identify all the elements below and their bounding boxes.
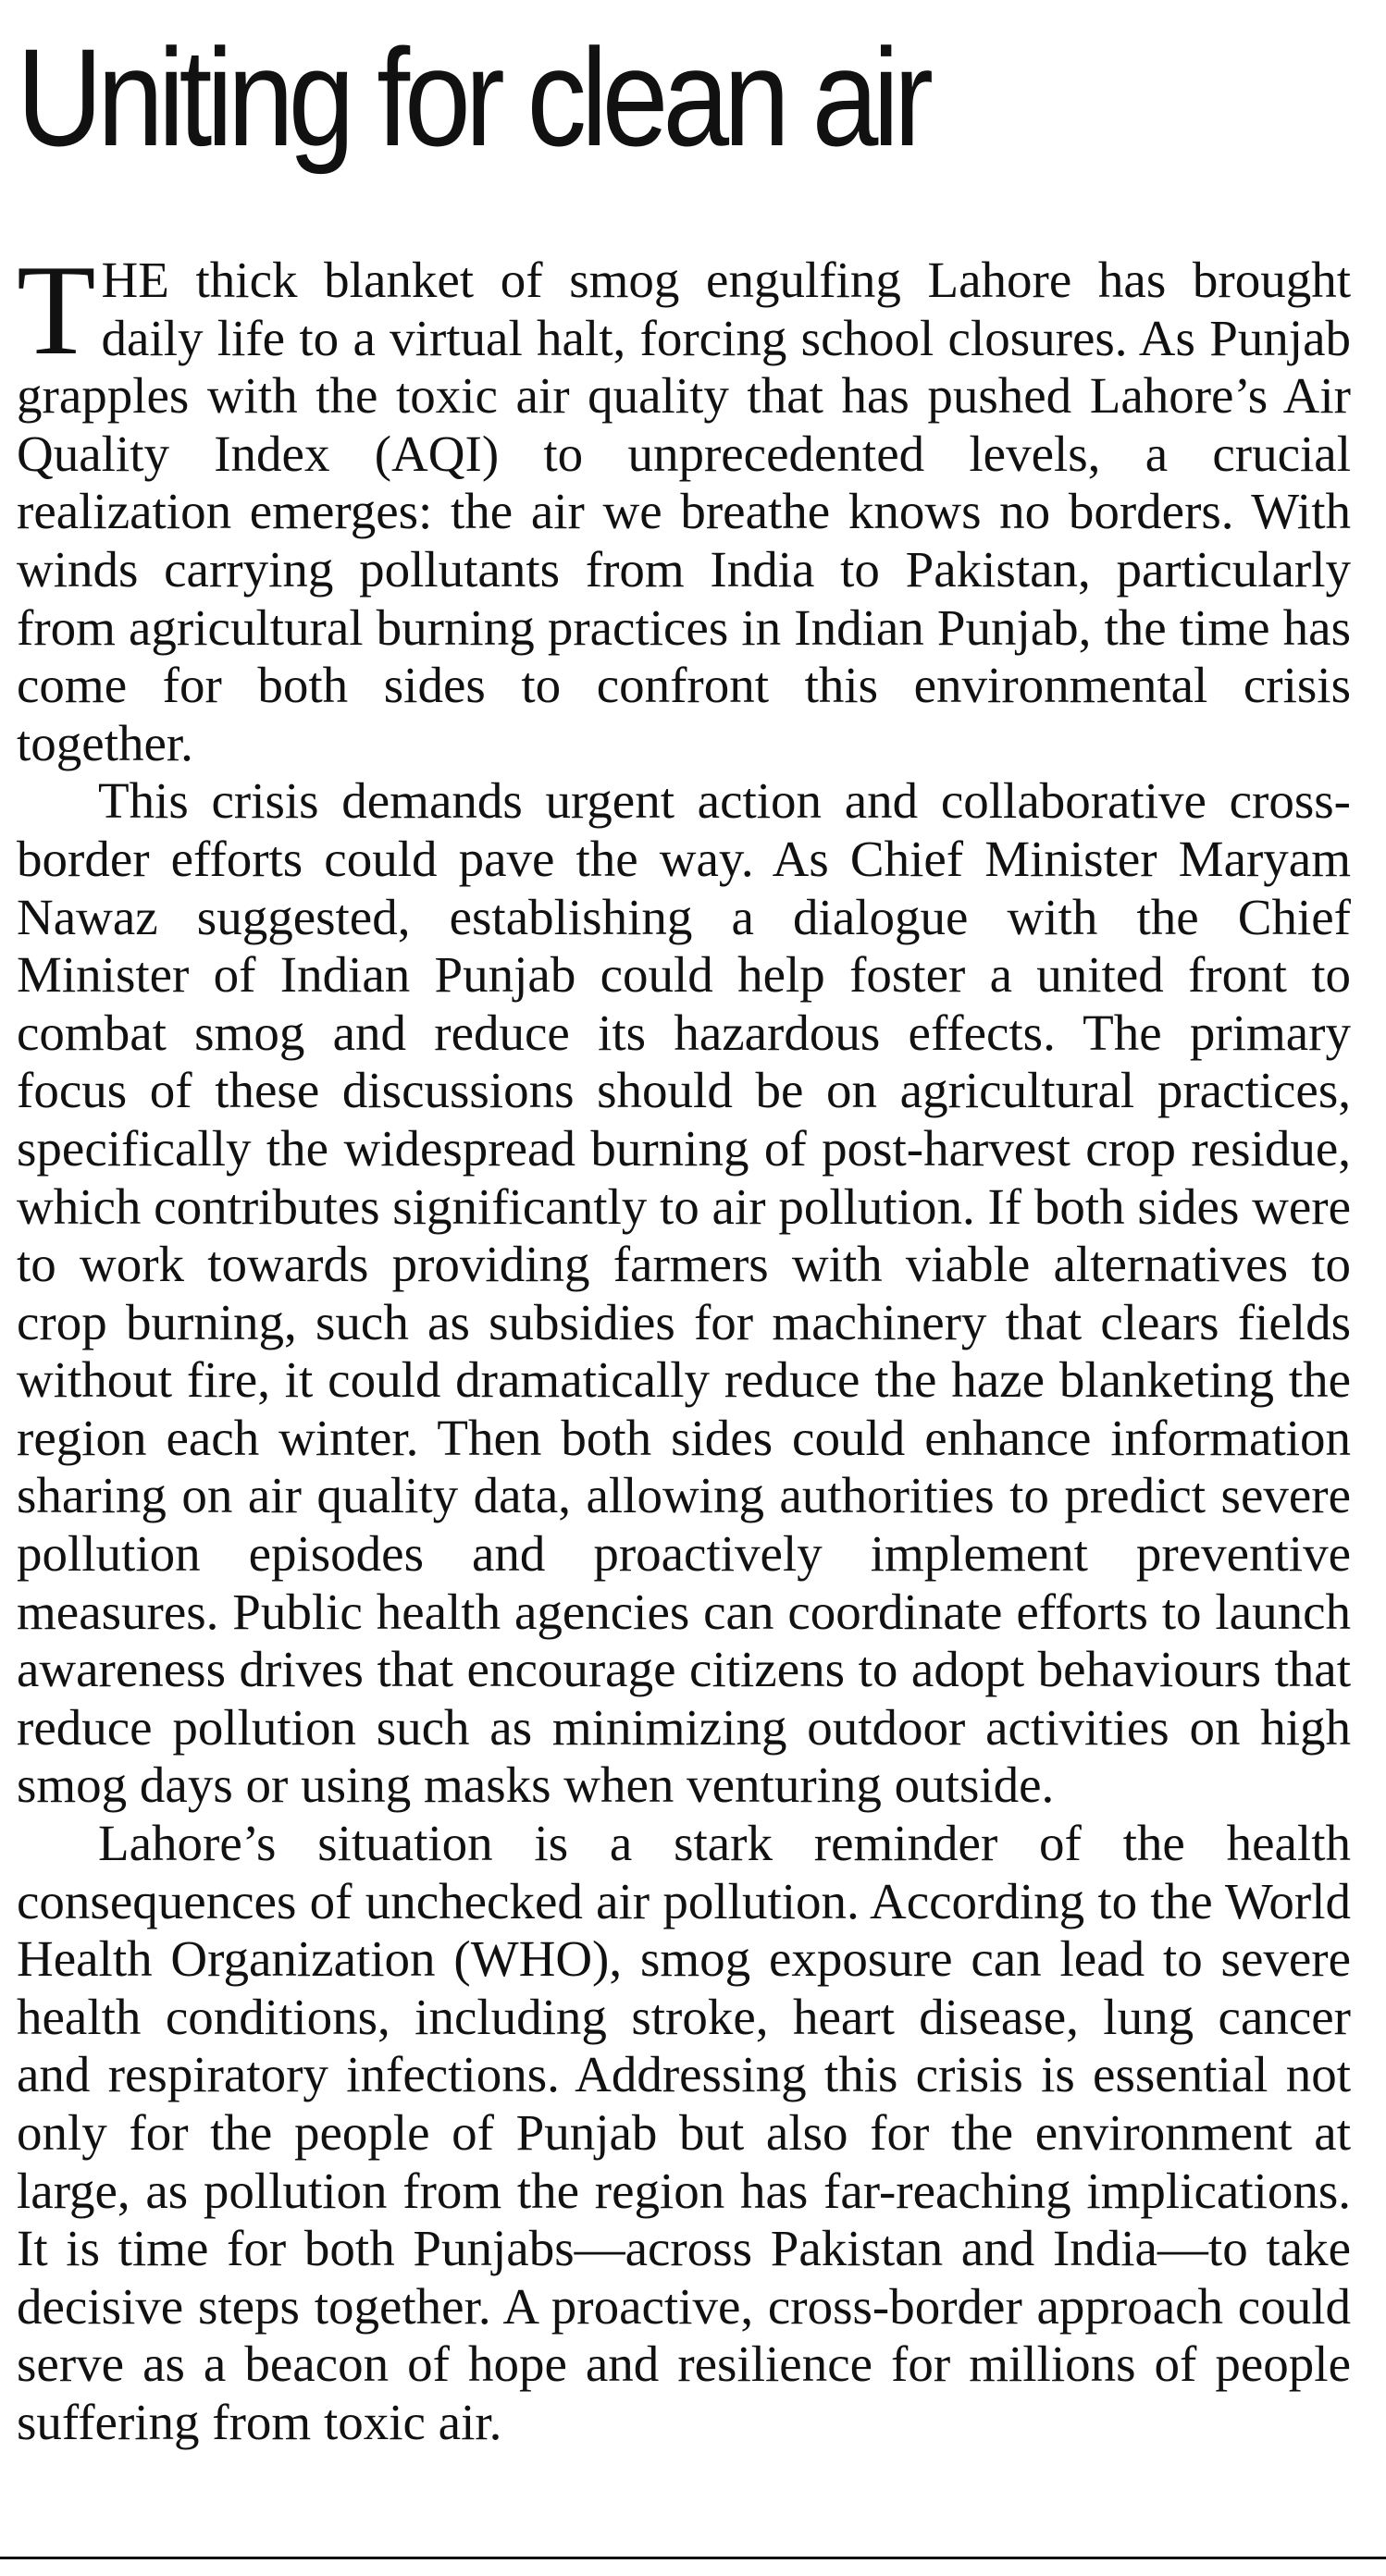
article-paragraph-1 bbox=[17, 239, 1351, 772]
article-body bbox=[17, 239, 1351, 2452]
article-paragraph-3: Lahore’s situation is a stark reminder of the health consequences of unchecked air pollution. According to the World Health Organization (WHO), smog exposure can lead to severe health conditions, including stroke, heart disease, lung cancer and respiratory infections. Addressing this crisis is essential not only for the people of Punjab but also for the environment at large, as pollution from the region has far-reaching implications. It is time for both Punjabs—across Pakistan and India—to take decisive steps together. A proactive, cross-border approach could serve as a beacon of hope and resilience for millions of people suffering from toxic air. bbox=[17, 1815, 1351, 2450]
paragraph-1-text: HE thick blanket of smog engulfing Lahore has brought daily life to a virtual halt, forcing school closures. As Punjab grapples with the toxic air quality that has pushed Lahore’s Air Quality Index (AQI) to unprecedented levels, a crucial realization emerges: the air we breathe knows no borders. With winds carrying pollutants from India to Pakistan, particularly from agricultural burning practices in Indian Punjab, the time has come for both sides to confront this environmental crisis together. bbox=[17, 252, 1351, 771]
article-paragraph-2: This crisis demands urgent action and collaborative cross-border efforts could pave the way. As Chief Minister Maryam Nawaz suggested, establishing a dialogue with the Chief Minister of Indian Punjab could help foster a united front to combat smog and reduce its hazardous effects. The primary focus of these discussions should be on agricultural practices, specifically the widespread burning of post-harvest crop residue, which contributes significantly to air pollution. If both sides were to work towards providing farmers with viable alternatives to crop burning, such as subsidies for machinery that clears fields without fire, it could dramatically reduce the haze blanketing the region each winter. Then both sides could enhance information sharing on air quality data, allowing authorities to predict severe pollution episodes and proactively implement preventive measures. Public health agencies can coordinate efforts to launch awareness drives that encourage citizens to adopt behaviours that reduce pollution such as minimizing outdoor activities on high smog days or using masks when venturing outside. bbox=[17, 772, 1351, 1814]
bottom-rule bbox=[0, 2557, 1386, 2559]
drop-cap: T bbox=[17, 239, 96, 382]
headline: Uniting for clean air bbox=[17, 19, 928, 175]
article-page bbox=[17, 0, 1351, 175]
